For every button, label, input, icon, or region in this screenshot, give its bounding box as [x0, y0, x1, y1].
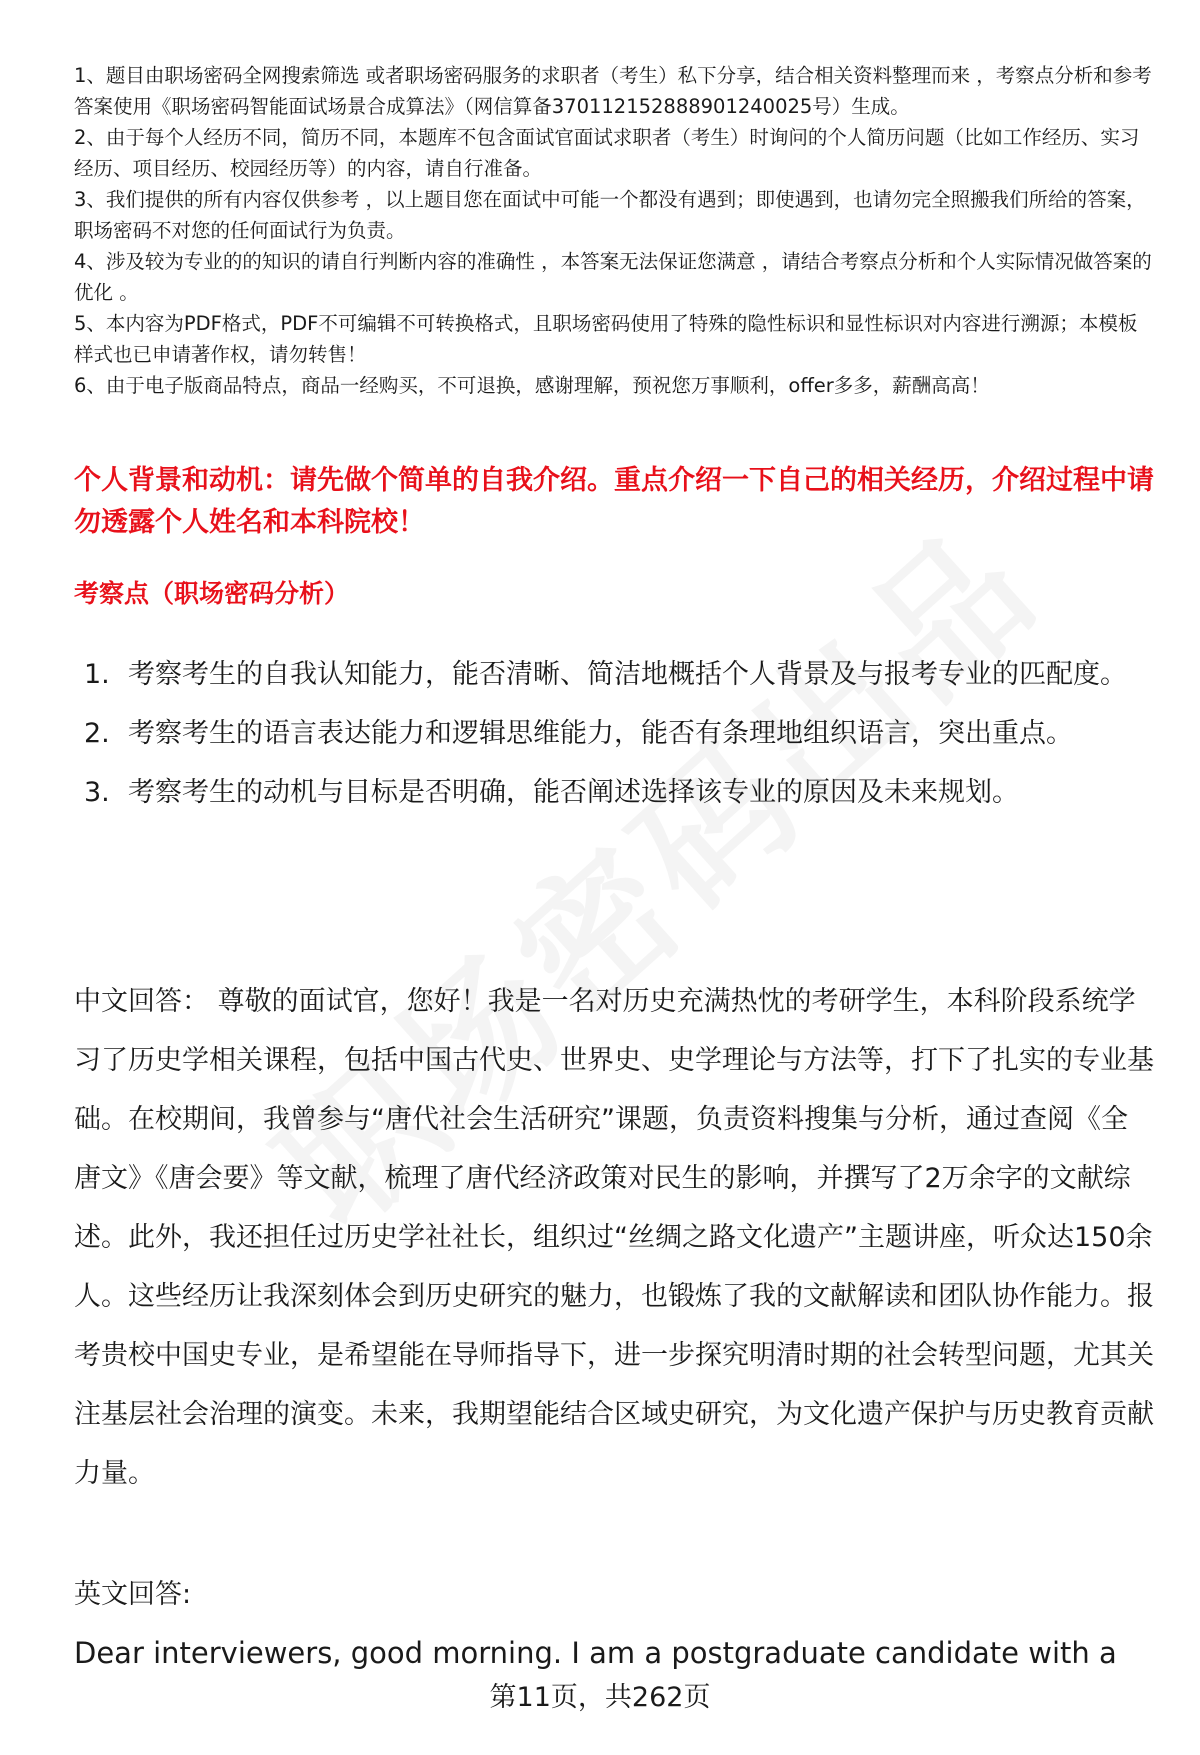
notice-item: 2、由于每个人经历不同，简历不同，本题库不包含面试官面试求职者（考生）时询问的个人简历问题（比如工作经历、实习经历、项目经历、校园经历等）的内容，请自行准备。: [74, 126, 1140, 180]
disclaimer-notices: [74, 60, 1154, 401]
notice-item: 5、本内容为PDF格式，PDF不可编辑不可转换格式，且职场密码使用了特殊的隐性标识和显性标识对内容进行溯源；本模板样式也已申请著作权，请勿转售！: [74, 312, 1138, 366]
analysis-point-number: 3.: [84, 777, 110, 808]
analysis-point: [84, 704, 1144, 763]
notice-item: 4、涉及较为专业的的知识的请自行判断内容的准确性 ，本答案无法保证您满意 ，请结合考察点分析和个人实际情况做答案的优化 。: [74, 250, 1152, 304]
english-answer-text: Dear interviewers, good morning. I am a postgraduate candidate with a: [74, 1636, 1117, 1670]
chinese-answer: [74, 972, 1154, 1503]
english-answer-label: 英文回答:: [74, 1579, 192, 1610]
page-footer: 第11页，共262页: [489, 1682, 711, 1713]
analysis-point-text: 考察考生的动机与目标是否明确，能否阐述选择该专业的原因及未来规划。: [128, 777, 1019, 808]
analysis-points-list: [84, 645, 1144, 822]
analysis-point-text: 考察考生的自我认知能力，能否清晰、简洁地概括个人背景及与报考专业的匹配度。: [128, 659, 1127, 690]
analysis-point-number: 1.: [84, 659, 110, 690]
analysis-point: [84, 763, 1144, 822]
notice-item: 6、由于电子版商品特点，商品一经购买，不可退换，感谢理解，预祝您万事顺利，offer多多，薪酬高高！: [74, 374, 990, 397]
notice-item: 3、我们提供的所有内容仅供参考 ，以上题目您在面试中可能一个都没有遇到；即使遇到，也请勿完全照搬我们所给的答案，职场密码不对您的任何面试行为负责。: [74, 188, 1146, 242]
analysis-point-text: 考察考生的语言表达能力和逻辑思维能力，能否有条理地组织语言，突出重点。: [128, 718, 1073, 749]
question-heading: 个人背景和动机：请先做个简单的自我介绍。重点介绍一下自己的相关经历，介绍过程中请勿透露个人姓名和本科院校！: [74, 465, 1154, 538]
analysis-heading: 考察点（职场密码分析）: [74, 579, 350, 608]
chinese-answer-text: 中文回答： 尊敬的面试官，您好！我是一名对历史充满热忱的考研学生，本科阶段系统学习了历史学相关课程，包括中国古代史、世界史、史学理论与方法等，打下了扎实的专业基础。在校期间，我曾参与“唐代社会生活研究”课题，负责资料搜集与分析，通过查阅《全唐文》《唐会要》等文献，梳理了唐代经济政策对民生的影响，并撰写了2万余字的文献综述。此外，我还担任过历史学社社长，组织过“丝绸之路文化遗产”主题讲座，听众达150余人。这些经历让我深刻体会到历史研究的魅力，也锻炼了我的文献解读和团队协作能力。报考贵校中国史专业，是希望能在导师指导下，进一步探究明清时期的社会转型问题，尤其关注基层社会治理的演变。未来，我期望能结合区域史研究，为文化遗产保护与历史教育贡献力量。: [74, 986, 1154, 1489]
notice-item: 1、题目由职场密码全网搜索筛选 或者职场密码服务的求职者（考生）私下分享，结合相关资料整理而来 ，考察点分析和参考答案使用《职场密码智能面试场景合成算法》（网信算备370112152888901240025号）生成。: [74, 64, 1152, 118]
analysis-point-number: 2.: [84, 718, 110, 749]
analysis-point: [84, 645, 1144, 704]
